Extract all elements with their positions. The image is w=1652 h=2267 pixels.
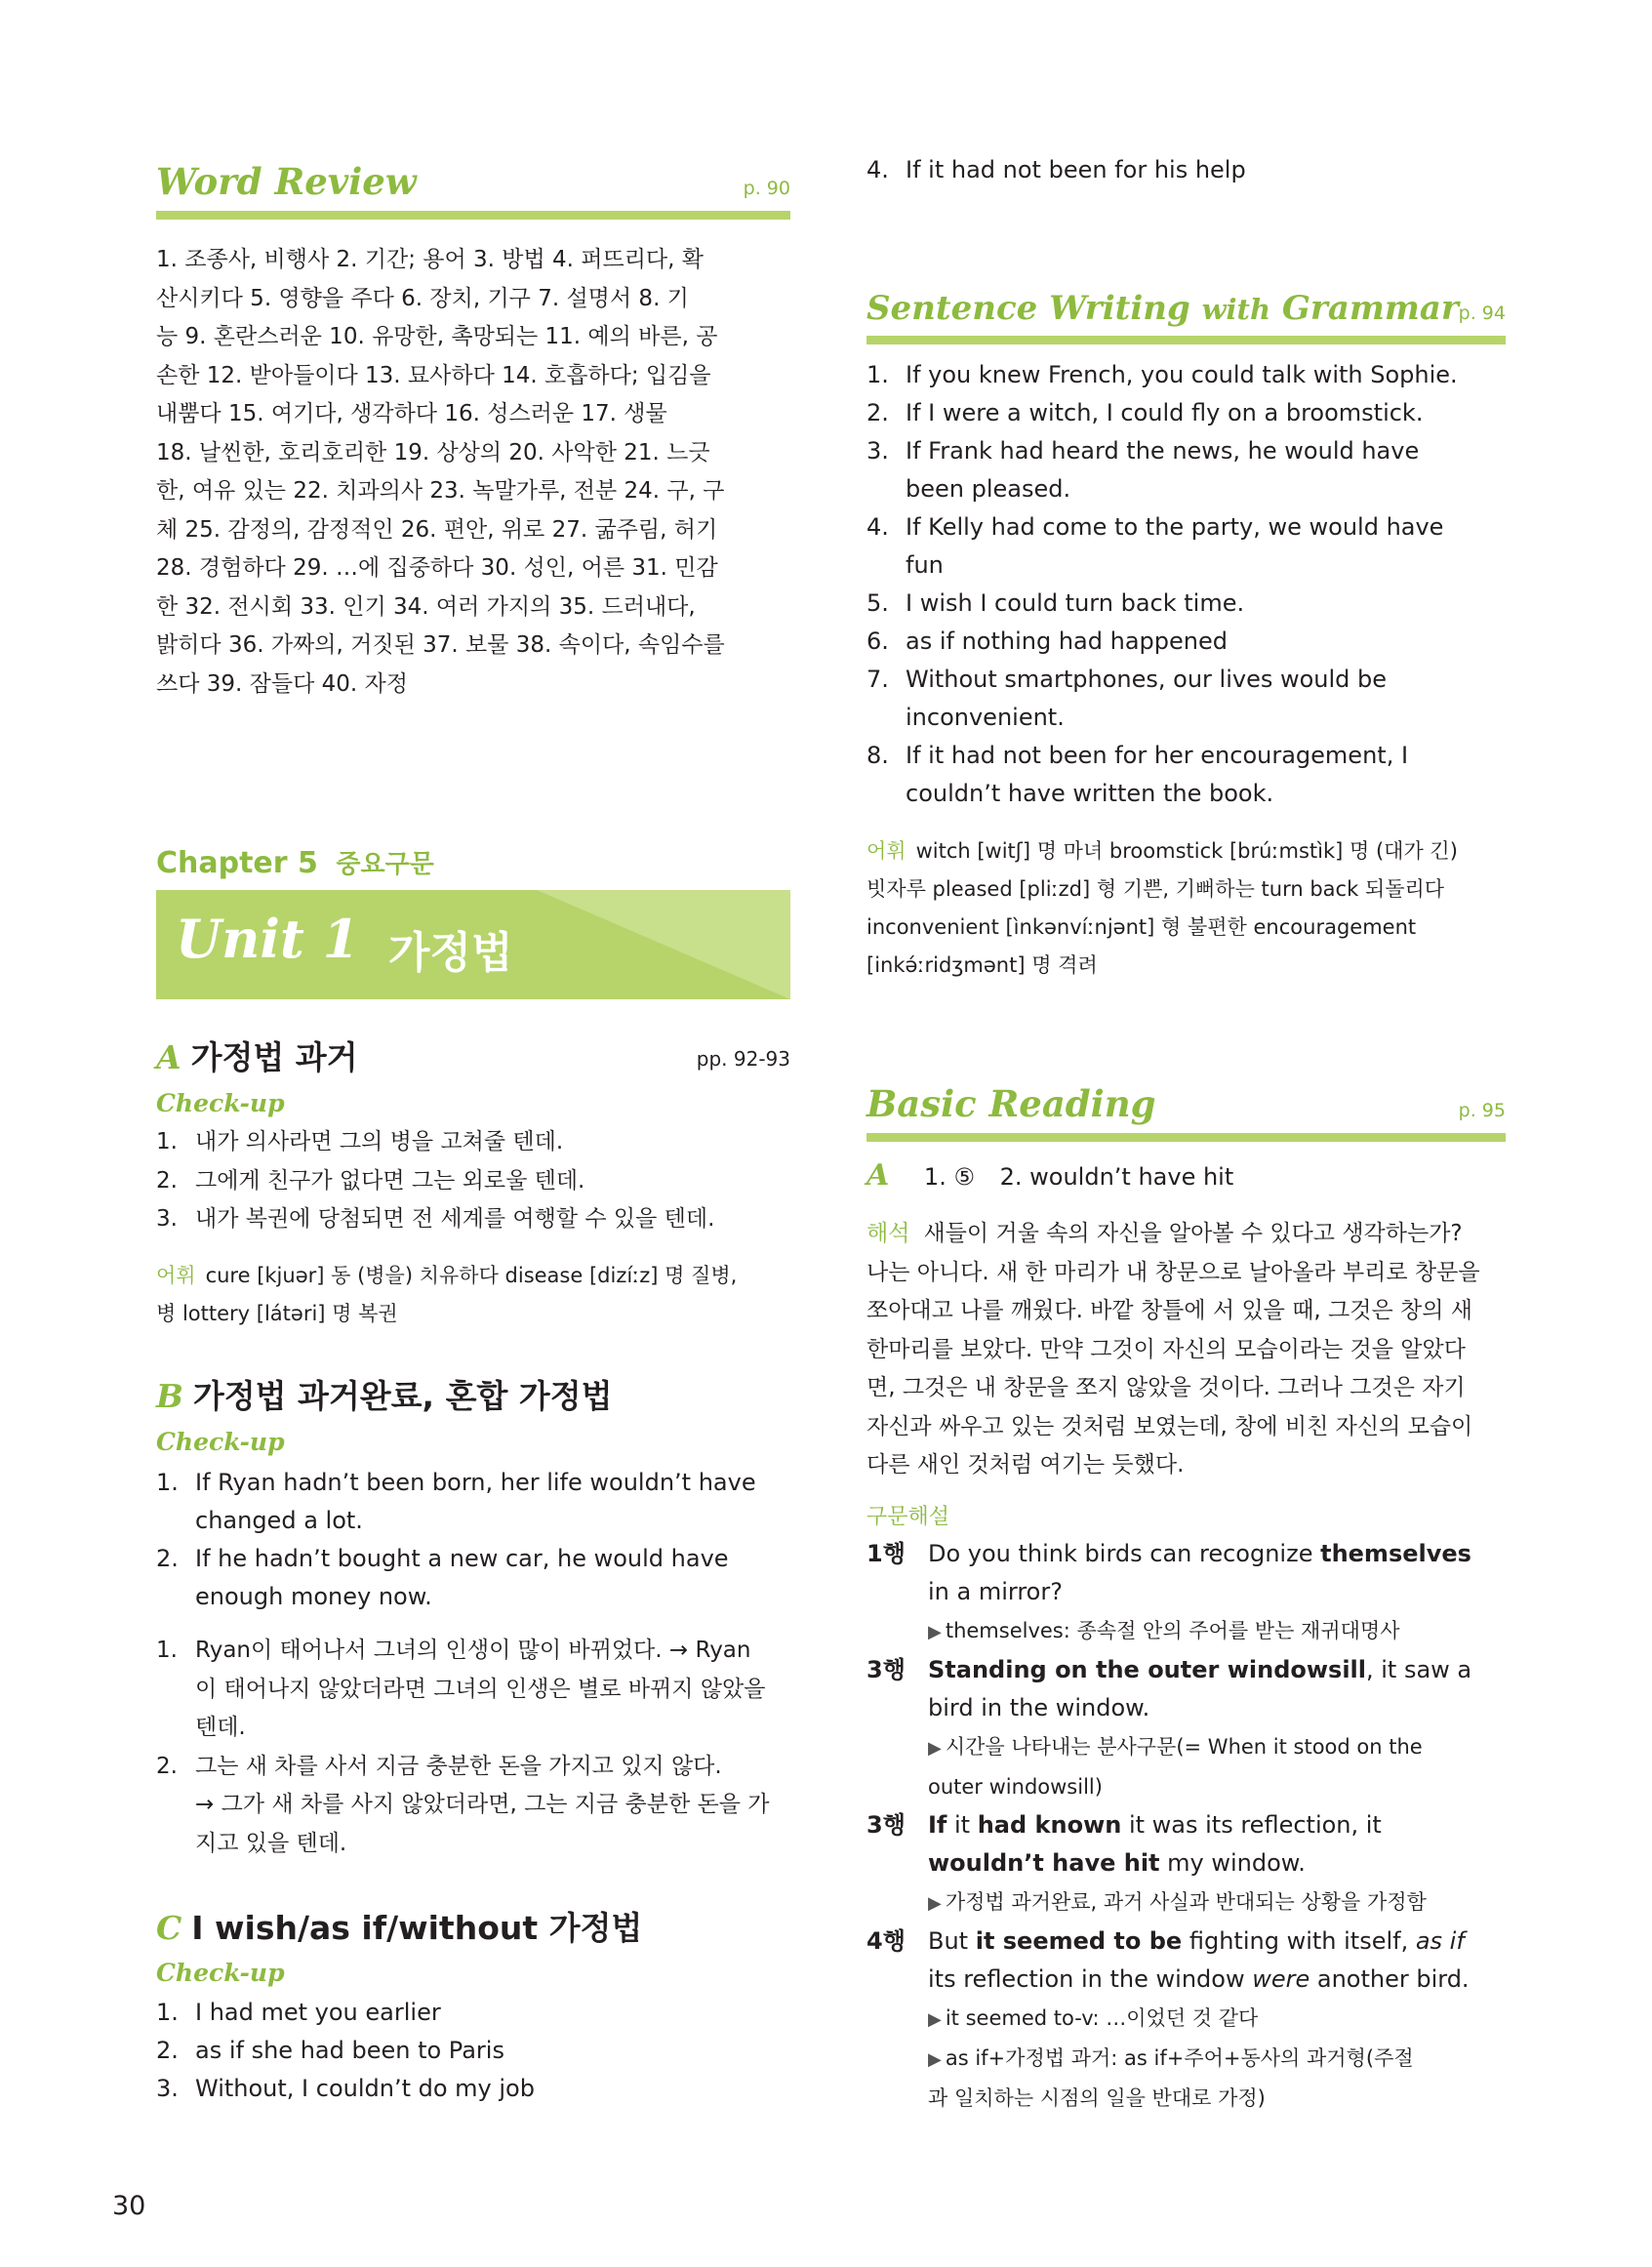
sentence-writing-header xyxy=(866,271,1506,344)
grammar-notes xyxy=(866,1535,1506,2118)
list-item: 3. 내가 복권에 당첨되면 전 세계를 여행할 수 있을 텐데. xyxy=(156,1206,715,1232)
section-b-heading xyxy=(156,1371,612,1417)
basic-reading-answers xyxy=(866,1156,1506,1196)
section-c-list xyxy=(156,1994,790,2108)
answer-2: 2. wouldn’t have hit xyxy=(999,1163,1234,1191)
translation-line: 쪼아대고 나를 깨웠다. 바깥 창틀에 서 있을 때, 그것은 창의 새 xyxy=(866,1298,1472,1323)
sentence-writing-vocab xyxy=(866,832,1506,985)
basic-reading-header xyxy=(866,1069,1506,1142)
basic-reading-page-ref: p. 95 xyxy=(1458,1100,1506,1121)
translation xyxy=(866,1215,1506,1485)
line-ref: 4행 xyxy=(866,1927,906,1955)
triangle-bullet-icon: ▶ xyxy=(928,1738,942,1759)
list-item: 2. as if she had been to Paris xyxy=(156,2037,504,2064)
page-number: 30 xyxy=(112,2191,146,2221)
vocab-line: inconvenient [ìnkənvíːnjənt] 형 불편한 encouragement xyxy=(866,915,1417,939)
section-a-vocab xyxy=(156,1257,790,1333)
answer-1: 1. ⑤ xyxy=(923,1163,975,1191)
section-c-heading xyxy=(156,1903,642,1949)
word-review-line: 쓰다 39. 잠들다 40. 자정 xyxy=(156,670,408,697)
list-item: 1. Ryan이 태어나서 그녀의 인생이 많이 바뀌었다. → Ryan 이 태어나지 않았더라면 그녀의 인생은 별로 바뀌지 않았을 텐데. xyxy=(156,1638,766,1740)
grammar-item: 4행 But it seemed to be fighting with itself, as if its reflection in the window were another bird. ▶ it seemed to-v: …이었던 것 같다 ▶ as if+가정법 과거: as if+주어+동사의 과거형(주절 과 일치하는 시점의 일을 반대로 가정) xyxy=(866,1923,1506,2118)
word-review-line: 28. 경험하다 29. …에 집중하다 30. 성인, 어른 31. 민감 xyxy=(156,555,718,581)
word-review-list xyxy=(156,241,790,704)
line-ref: 3행 xyxy=(866,1811,906,1839)
sentence-writing-page-ref: p. 94 xyxy=(1458,303,1506,324)
list-item: 2. 그는 새 차를 사서 지금 충분한 돈을 가지고 있지 않다. → 그가 새 차를 사지 않았더라면, 그는 지금 충분한 돈을 가 지고 있을 텐데. xyxy=(156,1753,770,1856)
section-b-title: 가정법 과거완료, 혼합 가정법 xyxy=(192,1377,613,1415)
section-c-title: I wish/as if/without 가정법 xyxy=(191,1909,643,1947)
triangle-bullet-icon: ▶ xyxy=(928,2049,942,2070)
section-a-checkup-label: Check-up xyxy=(156,1089,285,1117)
word-review-line: 18. 날씬한, 호리호리한 19. 상상의 20. 사악한 21. 느긋 xyxy=(156,439,710,466)
triangle-bullet-icon: ▶ xyxy=(928,2009,942,2030)
grammar-label: 구문해설 xyxy=(866,1505,950,1529)
word-review-line: 손한 12. 받아들이다 13. 묘사하다 14. 호흡하다; 입김을 xyxy=(156,362,711,388)
word-review-line: 체 25. 감정의, 감정적인 26. 편안, 위로 27. 굶주림, 허기 xyxy=(156,516,718,543)
answer-letter: A xyxy=(866,1158,890,1193)
list-item: 8. If it had not been for her encouragement, I couldn’t have written the book. xyxy=(866,742,1409,807)
section-a-page-ref: pp. 92-93 xyxy=(696,1047,790,1071)
list-item: 7. Without smartphones, our lives would be inconvenient. xyxy=(866,666,1388,731)
grammar-item: 3행 If it had known it was its reflection, it wouldn’t have hit my window. ▶ 가정법 과거완료, 과거 사실과 반대되는 상황을 가정함 xyxy=(866,1806,1506,1923)
word-review-line: 한, 여유 있는 22. 치과의사 23. 녹말가루, 전분 24. 구, 구 xyxy=(156,478,725,504)
unit-number: Unit 1 xyxy=(176,908,360,970)
list-item: 3. Without, I couldn’t do my job xyxy=(156,2075,535,2102)
translation-line: 다른 새인 것처럼 여기는 듯했다. xyxy=(866,1452,1185,1478)
unit-banner-accent xyxy=(537,890,790,999)
list-item: 5. I wish I could turn back time. xyxy=(866,589,1245,617)
translation-line: 한마리를 보았다. 만약 그것이 자신의 모습이라는 것을 알았다 xyxy=(866,1336,1466,1362)
line-ref: 3행 xyxy=(866,1656,906,1683)
translation-line: 새들이 거울 속의 자신을 알아볼 수 있다고 생각하는가? xyxy=(923,1221,1463,1246)
list-item: 1. I had met you earlier xyxy=(156,1999,441,2026)
list-item: 2. If he hadn’t bought a new car, he would have enough money now. xyxy=(156,1545,729,1610)
list-item: 3. If Frank had heard the news, he would have been pleased. xyxy=(866,437,1420,503)
section-b-checkup-label: Check-up xyxy=(156,1428,285,1456)
vocab-line: 병 lottery [látəri] 명 복권 xyxy=(156,1302,398,1325)
word-review-page-ref: p. 90 xyxy=(743,178,790,199)
word-review-line: 밝히다 36. 가짜의, 거짓된 37. 보물 38. 속이다, 속임수를 xyxy=(156,632,725,658)
list-item: 6. as if nothing had happened xyxy=(866,627,1228,655)
section-c-checkup-label: Check-up xyxy=(156,1959,285,1987)
word-review-line: 1. 조종사, 비행사 2. 기간; 용어 3. 방법 4. 퍼뜨리다, 확 xyxy=(156,247,704,272)
triangle-bullet-icon: ▶ xyxy=(928,1622,942,1642)
triangle-bullet-icon: ▶ xyxy=(928,1893,942,1914)
grammar-item: 1행 Do you think birds can recognize themselves in a mirror? ▶ themselves: 종속절 안의 주어를 받는 재귀대명사 xyxy=(866,1535,1506,1651)
basic-reading-title: Basic Reading xyxy=(866,1082,1156,1125)
list-item: 1. If you knew French, you could talk with Sophie. xyxy=(866,361,1458,388)
section-b-letter: B xyxy=(156,1377,183,1415)
translation-label: 해석 xyxy=(866,1221,910,1246)
list-item: 1. 내가 의사라면 그의 병을 고쳐줄 텐데. xyxy=(156,1129,564,1154)
chapter-label xyxy=(156,844,434,880)
chapter-label-ko: 중요구문 xyxy=(336,850,434,879)
translation-line: 나는 아니다. 새 한 마리가 내 창문으로 날아올라 부리로 창문을 xyxy=(866,1259,1480,1285)
section-a-list xyxy=(156,1123,790,1239)
vocab-line: 빗자루 pleased [pliːzd] 형 기쁜, 기뻐하는 turn back 되돌리다 xyxy=(866,877,1445,901)
list-item: 2. 그에게 친구가 없다면 그는 외로울 텐데. xyxy=(156,1167,585,1194)
unit-banner xyxy=(156,890,790,999)
vocab-line: cure [kjuər] 동 (병을) 치유하다 disease [dizíːz] 명 질병, xyxy=(205,1264,738,1287)
word-review-line: 능 9. 혼란스러운 10. 유망한, 촉망되는 11. 예의 바른, 공 xyxy=(156,324,718,349)
word-review-header xyxy=(156,146,790,220)
list-item: 2. If I were a witch, I could fly on a broomstick. xyxy=(866,399,1424,426)
translation-line: 자신과 싸우고 있는 것처럼 보였는데, 창에 비친 자신의 모습이 xyxy=(866,1413,1473,1439)
vocab-label: 어휘 xyxy=(866,839,907,863)
word-review-line: 산시키다 5. 영향을 주다 6. 장치, 기구 7. 설명서 8. 기 xyxy=(156,285,689,311)
word-review-title: Word Review xyxy=(156,160,417,203)
continued-list xyxy=(866,151,1506,189)
sentence-writing-list xyxy=(866,356,1506,813)
section-b-korean-list xyxy=(156,1632,790,1863)
word-review-line: 내뿜다 15. 여기다, 생각하다 16. 성스러운 17. 생물 xyxy=(156,401,667,426)
line-ref: 1행 xyxy=(866,1540,906,1567)
list-item: 1. If Ryan hadn’t been born, her life wouldn’t have changed a lot. xyxy=(156,1469,756,1534)
section-a-title: 가정법 과거 xyxy=(190,1038,358,1076)
section-c-letter: C xyxy=(156,1909,182,1947)
vocab-line: [inkə́ːridʒmənt] 명 격려 xyxy=(866,953,1098,977)
chapter-number: Chapter 5 xyxy=(156,846,318,880)
sentence-writing-title: Sentence Writing with Grammar xyxy=(866,289,1459,328)
vocab-label: 어휘 xyxy=(156,1264,196,1287)
word-review-line: 한 32. 전시회 33. 인기 34. 여러 가지의 35. 드러내다, xyxy=(156,593,696,620)
translation-line: 면, 그것은 내 창문을 쪼지 않았을 것이다. 그러나 그것은 자기 xyxy=(866,1375,1466,1400)
grammar-item: 3행 Standing on the outer windowsill, it saw a bird in the window. ▶ 시간을 나타내는 분사구문(= When it stood on the outer windowsill) xyxy=(866,1651,1506,1806)
vocab-line: witch [witʃ] 명 마녀 broomstick [brúːmstìk] 명 (대가 긴) xyxy=(915,839,1458,863)
unit-title: 가정법 xyxy=(388,928,513,978)
section-b-english-list xyxy=(156,1464,790,1616)
section-a-letter: A xyxy=(156,1038,181,1076)
section-a-heading xyxy=(156,1032,358,1078)
list-item: 4. If it had not been for his help xyxy=(866,156,1246,183)
list-item: 4. If Kelly had come to the party, we would have fun xyxy=(866,513,1444,579)
